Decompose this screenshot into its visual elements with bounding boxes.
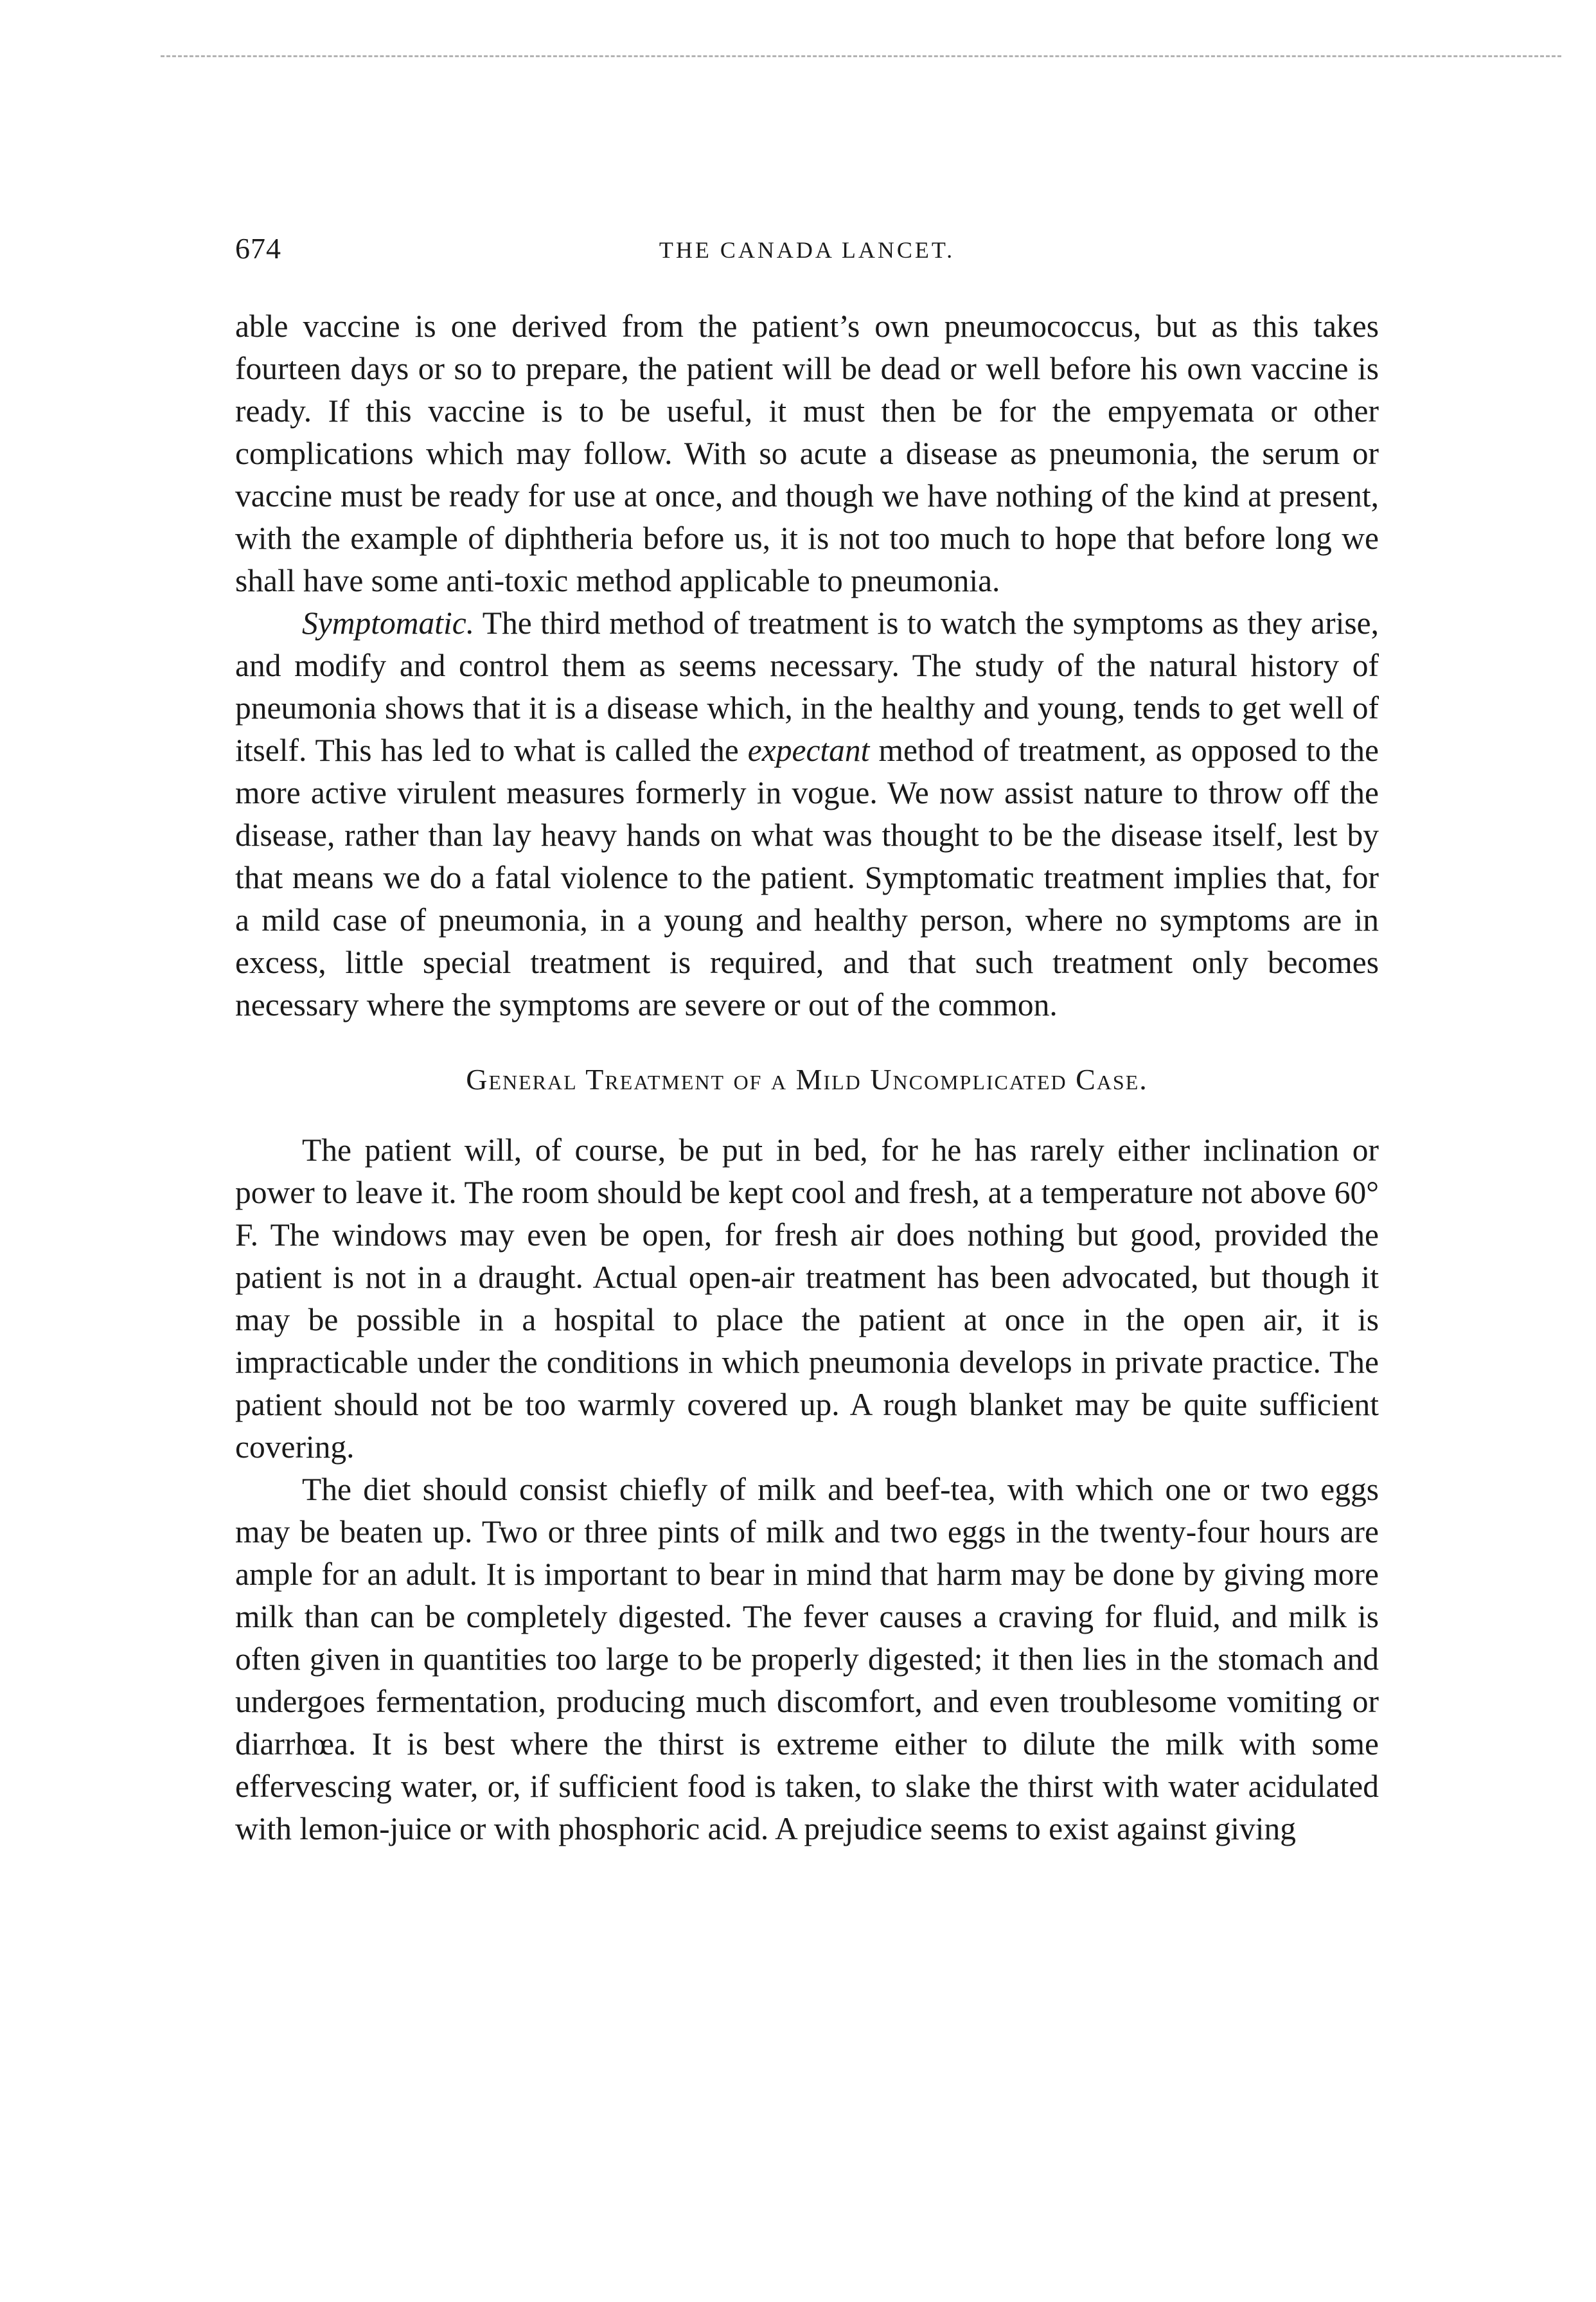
section-heading: General Treatment of a Mild Uncomplicated Case. (466, 1063, 1148, 1096)
paragraph-symptomatic (235, 602, 1379, 1026)
paragraph-bed-rest: The patient will, of course, be put in bed, for he has rarely either inclination or power to leave it. The room should be kept cool and fresh, at a temperature not above 60° F. The windows may even be open, for fresh air does nothing but good, provided the patient is not in a draught. Actual open-air treatment has been advocated, but though it may be possible in a hospital to place the patient at once in the open air, it is impracticable under the conditions in which pneumonia develops in private practice. The patient should not be too warmly covered up. A rough blanket may be quite sufficient covering. (235, 1132, 1379, 1465)
article-body (235, 305, 1379, 1850)
scan-top-rule (161, 55, 1561, 57)
running-title: THE CANADA LANCET. (659, 237, 955, 263)
paragraph-text: method of treatment, as opposed to the more active virulent measures formerly in vogue. We now assist nature to throw off the disease, rather than lay heavy hands on what was thought to be the disease itself, lest by that means we do a fatal violence to the patient. Symptomatic treatment implies that, for a mild case of pneumonia, in a young and healthy person, where no symptoms are in excess, little special treatment is required, and that such treatment only becomes necessary where the symptoms are severe or out of the common. (235, 733, 1379, 1022)
paragraph-lead-term: Symptomatic. (302, 605, 475, 641)
paragraph-vaccine: able vaccine is one derived from the patient’s own pneumococcus, but as this takes fourteen days or so to prepare, the patient will be dead or well before his own vaccine is ready. If this vaccine is to be useful, it must then be for the empyemata or other complications which may follow. With so acute a disease as pneumonia, the serum or vaccine must be ready for use at once, and though we have nothing of the kind at present, with the example of diphtheria before us, it is not too much to hope that before long we shall have some anti-toxic method applicable to pneumonia. (235, 308, 1379, 598)
emphasized-term: expectant (747, 733, 870, 768)
page-header (235, 231, 1379, 276)
page-number: 674 (235, 232, 281, 265)
paragraph-text: The third method of treatment is to watch the symptoms as they arise, and modify and control them as seems necessary. The study of the natural history of pneumonia shows that it is a disease which, in the healthy and young, tends to get well of itself. This has led to what is called the (235, 605, 1379, 768)
paragraph-diet: The diet should consist chiefly of milk and beef-tea, with which one or two eggs may be beaten up. Two or three pints of milk and two eggs in the twenty-four hours are ample for an adult. It is important to bear in mind that harm may be done by giving more milk than can be completely digested. The fever causes a craving for fluid, and milk is often given in quantities too large to be properly digested; it then lies in the stomach and undergoes fermentation, producing much discomfort, and even troublesome vomiting or diarrhœa. It is best where the thirst is extreme either to dilute the milk with some effervescing water, or, if sufficient food is taken, to slake the thirst with water acidulated with lemon-juice or with phosphoric acid. A prejudice seems to exist against giving (235, 1472, 1379, 1846)
